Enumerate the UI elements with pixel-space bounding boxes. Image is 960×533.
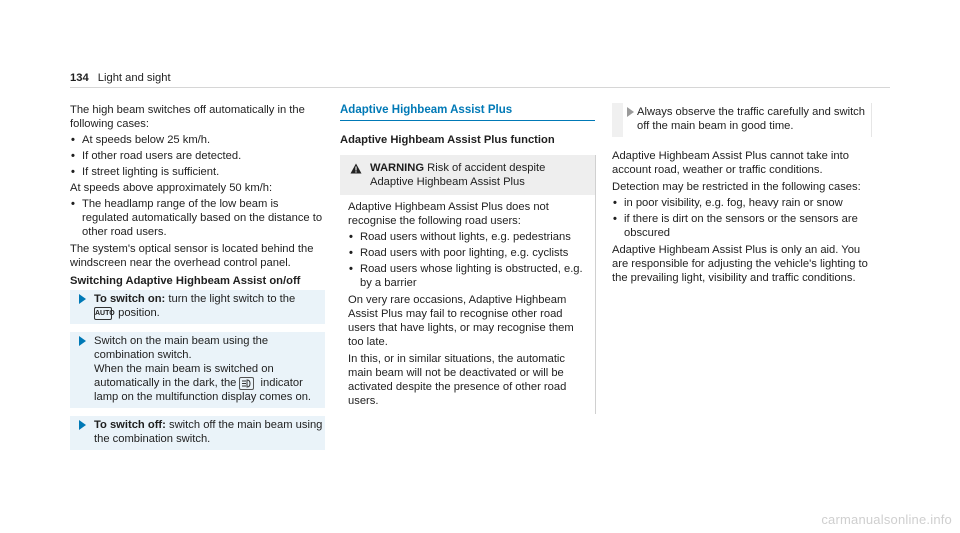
step-arrow-icon bbox=[627, 107, 634, 117]
warning-paragraph: On very rare occasions, Adaptive Highbeam Assist Plus may fail to recognise other road users that have lights, or may recognise them too late. bbox=[348, 294, 574, 348]
high-beam-icon bbox=[239, 377, 254, 390]
column-right bbox=[612, 103, 872, 285]
bullet-icon: • bbox=[613, 197, 617, 209]
switching-subhead: Switching Adaptive Highbeam Assist on/off bbox=[70, 275, 301, 287]
header-divider bbox=[70, 87, 890, 88]
section-name: Light and sight bbox=[97, 72, 171, 84]
list-item: • Road users with poor lighting, e.g. cyclists bbox=[349, 247, 569, 259]
step-arrow-icon bbox=[79, 420, 86, 430]
cases-list bbox=[70, 133, 325, 179]
warning-body bbox=[340, 195, 595, 414]
section-rule bbox=[340, 120, 595, 121]
bullet-icon: • bbox=[71, 150, 75, 162]
step-main-beam: Switch on the main beam using the combination switch. When the main beam is switched on automatically in the dark, the indicator lamp on the multifunction display comes on. bbox=[70, 332, 325, 408]
warning-paragraph: In this, or in similar situations, the automatic main beam will not be deactivated or will be activated despite the presence of other road users. bbox=[348, 353, 567, 407]
bullet-icon: • bbox=[613, 213, 617, 225]
bullet-icon: • bbox=[349, 263, 353, 275]
list-item: • Road users whose lighting is obstructed, e.g. by a barrier bbox=[349, 263, 583, 289]
watermark-logo: carmanualsonline.info bbox=[821, 512, 952, 527]
bullet-icon: • bbox=[349, 231, 353, 243]
bullet-icon: • bbox=[349, 247, 353, 259]
column-left bbox=[70, 103, 325, 458]
list-item: • At speeds below 25 km/h. bbox=[71, 134, 211, 146]
auto-icon: AUTO bbox=[94, 307, 112, 320]
bullet-icon: • bbox=[71, 134, 75, 146]
step-switch-on: To switch on: turn the light switch to the AUTO position. bbox=[70, 290, 325, 324]
limitations-text: Adaptive Highbeam Assist Plus cannot take into account road, weather or traffic conditions. bbox=[612, 150, 849, 176]
list-item: • if there is dirt on the sensors or the sensors are obscured bbox=[613, 213, 858, 239]
warning-icon bbox=[350, 163, 362, 174]
step-observe-traffic: Always observe the traffic carefully and switch off the main beam in good time. bbox=[612, 103, 872, 137]
responsibility-text: Adaptive Highbeam Assist Plus is only an aid. You are responsible for adjusting the vehicle's lighting to the prevailing light, visibility and traffic conditions. bbox=[612, 244, 868, 284]
warning-title: Risk of accident despite Adaptive Highbeam Assist Plus bbox=[370, 162, 546, 188]
detection-text: Detection may be restricted in the following cases: bbox=[612, 181, 861, 193]
step-switch-off: To switch off: switch off the main beam using the combination switch. bbox=[70, 416, 325, 450]
step-arrow-icon bbox=[79, 294, 86, 304]
page-number: 134 bbox=[70, 72, 89, 84]
list-item: • The headlamp range of the low beam is regulated automatically based on the distance to other road users. bbox=[71, 198, 323, 238]
list-item: • in poor visibility, e.g. fog, heavy rain or snow bbox=[613, 197, 843, 209]
warning-box bbox=[340, 155, 596, 414]
bullet-icon: • bbox=[71, 198, 75, 210]
function-subhead: Adaptive Highbeam Assist Plus function bbox=[340, 134, 555, 146]
warning-intro: Adaptive Highbeam Assist Plus does not recognise the following road users: bbox=[348, 201, 549, 227]
intro-text: The high beam switches off automatically in the following cases: bbox=[70, 104, 305, 130]
step-arrow-icon bbox=[79, 336, 86, 346]
speed-text: At speeds above approximately 50 km/h: bbox=[70, 182, 273, 194]
column-middle bbox=[340, 103, 595, 414]
list-item: • If other road users are detected. bbox=[71, 150, 242, 162]
list-item: • Road users without lights, e.g. pedestrians bbox=[349, 231, 571, 243]
section-title: Adaptive Highbeam Assist Plus bbox=[340, 104, 513, 116]
bullet-icon: • bbox=[71, 166, 75, 178]
page-header bbox=[70, 71, 171, 85]
list-item: • If street lighting is sufficient. bbox=[71, 166, 220, 178]
warning-label: WARNING bbox=[370, 162, 425, 174]
warning-header bbox=[340, 155, 595, 195]
sensor-text: The system's optical sensor is located behind the windscreen near the overhead control panel. bbox=[70, 243, 314, 269]
